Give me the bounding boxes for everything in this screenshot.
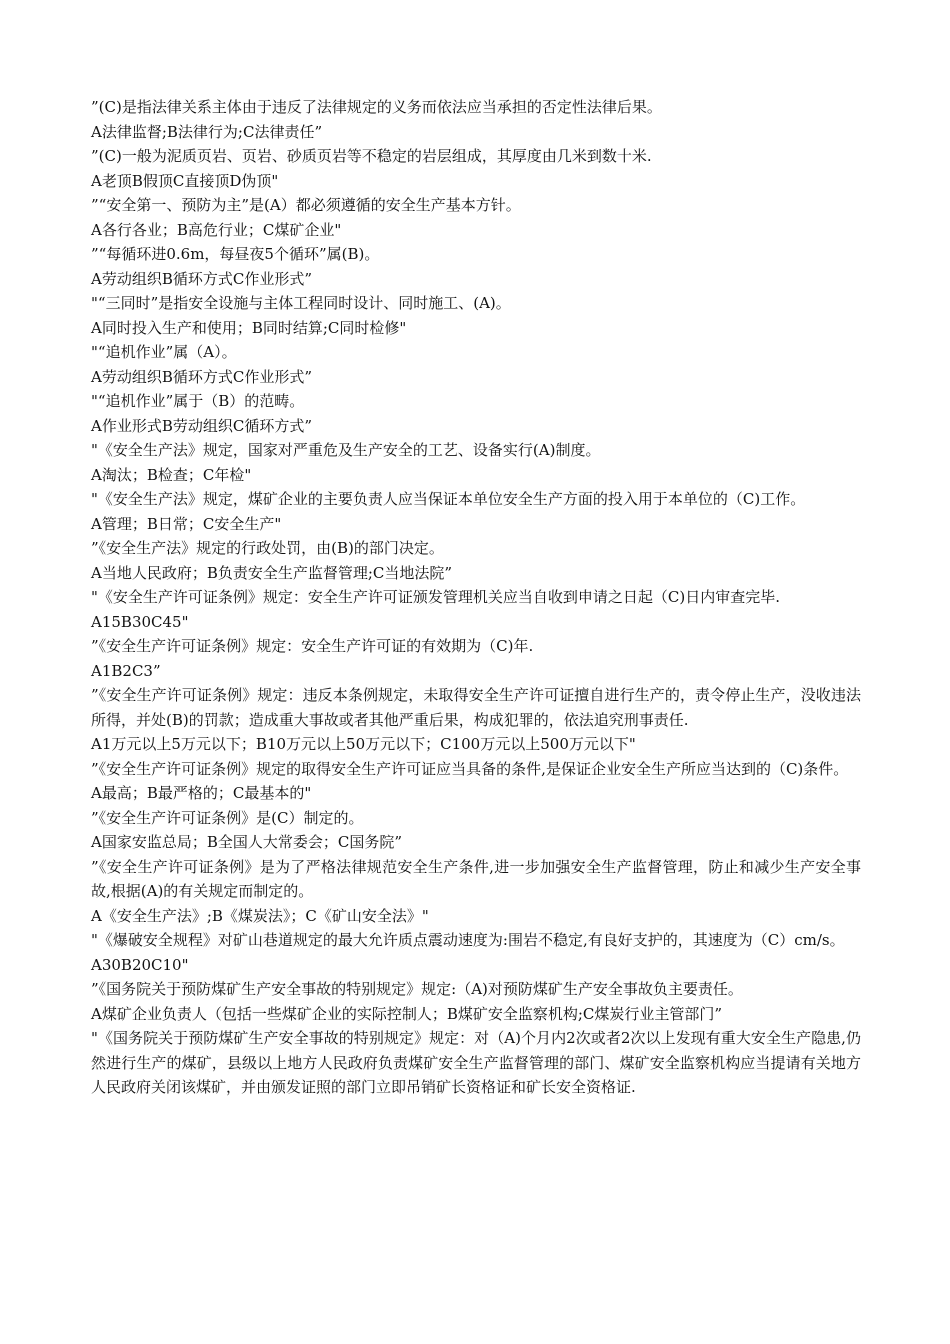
- text-line: ”“每循环进0.6m，每昼夜5个循环”属(B)。: [91, 245, 380, 263]
- text-line: ”《安全生产许可证条例》是为了严格法律规范安全生产条件,进一步加强安全生产监督管理，防止和减少生产安全事故,根据(A)的有关规定而制定的。: [91, 857, 861, 900]
- text-line: "“三同时”是指安全设施与主体工程同时设计、同时施工、(A)。: [91, 294, 511, 312]
- text-line: "《安全生产许可证条例》规定：安全生产许可证颁发管理机关应当自收到申请之日起（C)日内审查完毕.: [91, 588, 781, 606]
- text-line: ”《国务院关于预防煤矿生产安全事故的特别规定》规定:（A)对预防煤矿生产安全事故负主要责任。: [91, 980, 743, 998]
- text-line: A劳动组织B循环方式C作业形式”: [91, 269, 313, 288]
- text-line: "《安全生产法》规定，煤矿企业的主要负责人应当保证本单位安全生产方面的投入用于本单位的（C)工作。: [91, 490, 806, 508]
- text-line: ”《安全生产法》规定的行政处罚，由(B)的部门决定。: [91, 539, 444, 557]
- text-line: "《爆破安全规程》对矿山巷道规定的最大允许质点震动速度为:围岩不稳定,有良好支护的，其速度为（C）cm/s。: [91, 931, 845, 949]
- text-line: A1B2C3”: [91, 661, 161, 680]
- text-line: ”(C)一般为泥质页岩、页岩、砂质页岩等不稳定的岩层组成，其厚度由几米到数十米.: [91, 147, 652, 165]
- text-line: A国家安监总局；B全国人大常委会；C国务院”: [91, 833, 403, 851]
- text-line: A同时投入生产和使用；B同时结算;C同时检修": [91, 318, 407, 337]
- document-body: [91, 95, 861, 1100]
- text-line: A《安全生产法》;B《煤炭法》；C《矿山安全法》": [91, 906, 429, 925]
- text-line: A1万元以上5万元以下；B10万元以上50万元以下；C100万元以上500万元以下": [91, 735, 636, 753]
- text-line: A15B30C45": [91, 612, 189, 631]
- text-line: ”《安全生产许可证条例》规定：违反本条例规定，未取得安全生产许可证擅自进行生产的，责令停止生产，没收违法所得，并处(B)的罚款；造成重大事故或者其他严重后果，构成犯罪的，依法追究刑事责任.: [91, 686, 861, 729]
- text-line: A30B20C10": [91, 955, 189, 974]
- text-line: A法律监督;B法律行为;C法律责任”: [91, 122, 323, 141]
- text-line: ”《安全生产许可证条例》是(C）制定的。: [91, 808, 364, 827]
- text-line: A淘汰；B检查；C年检": [91, 465, 252, 484]
- text-line: A煤矿企业负责人（包括一些煤矿企业的实际控制人；B煤矿安全监察机构;C煤炭行业主管部门”: [91, 1004, 723, 1023]
- text-line: A劳动组织B循环方式C作业形式”: [91, 367, 313, 386]
- text-line: A管理；B日常；C安全生产": [91, 514, 282, 533]
- text-line: ”《安全生产许可证条例》规定：安全生产许可证的有效期为（C)年.: [91, 637, 534, 655]
- text-line: ”《安全生产许可证条例》规定的取得安全生产许可证应当具备的条件,是保证企业安全生产所应当达到的（C)条件。: [91, 759, 849, 778]
- text-line: "“追机作业”属于（B）的范畴。: [91, 392, 305, 410]
- text-line: ”“安全第一、预防为主”是(A）都必须遵循的安全生产基本方针。: [91, 196, 521, 214]
- text-line: A最高；B最严格的；C最基本的": [91, 784, 312, 802]
- text-line: ”(C)是指法律关系主体由于违反了法律规定的义务而依法应当承担的否定性法律后果。: [91, 98, 662, 116]
- text-line: A老顶B假顶C直接顶D伪顶": [91, 171, 279, 190]
- text-line: A作业形式B劳动组织C循环方式”: [91, 416, 313, 435]
- text-line: "《国务院关于预防煤矿生产安全事故的特别规定》规定：对（A)个月内2次或者2次以上发现有重大安全生产隐患,仍然进行生产的煤矿，县级以上地方人民政府负责煤矿安全生产监督管理的部门、煤矿安全监察机构应当提请有关地方人民政府关闭该煤矿，并由颁发证照的部门立即吊销矿长资格证和矿长安全资格证.: [91, 1029, 861, 1096]
- text-line: A各行各业；B高危行业；C煤矿企业": [91, 220, 342, 239]
- text-line: A当地人民政府；B负责安全生产监督管理;C当地法院”: [91, 563, 453, 582]
- text-line: "《安全生产法》规定，国家对严重危及生产安全的工艺、设备实行(A)制度。: [91, 441, 601, 459]
- text-line: "“追机作业”属（A）。: [91, 343, 237, 361]
